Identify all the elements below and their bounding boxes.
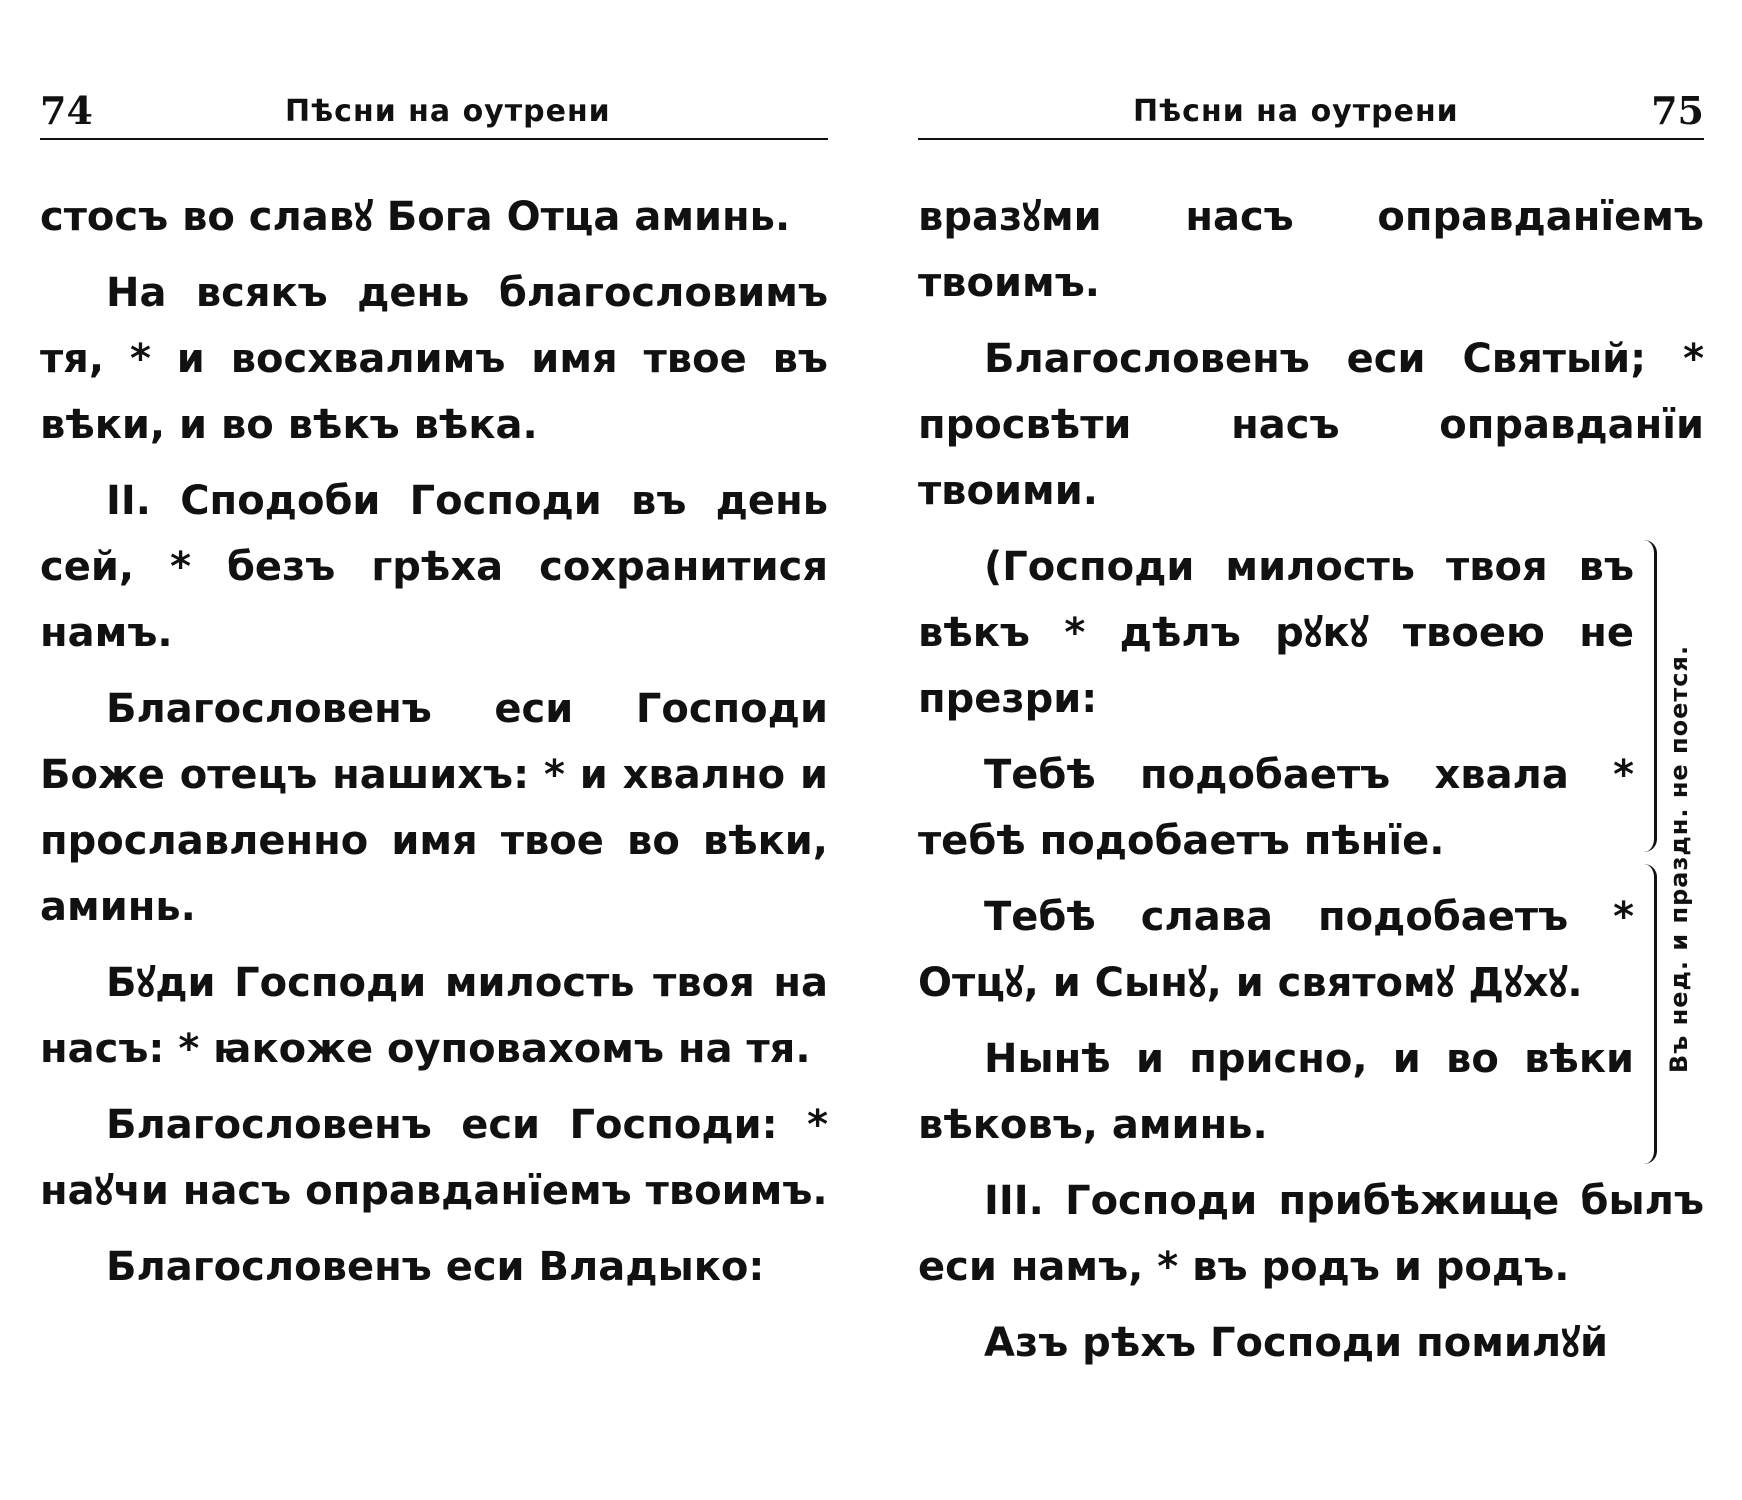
paragraph: III. Господи прибѣжище былъ еси намъ, * въ родъ и родъ. — [918, 1178, 1704, 1290]
page-header — [40, 88, 828, 140]
paragraph: Азъ рѣхъ Господи помилꙋй — [984, 1320, 1609, 1366]
page-body — [918, 184, 1704, 1376]
paragraph: Благословенъ еси Святый; * просвѣти насъ оправданїи твоими. — [918, 336, 1704, 514]
paragraph: На всякъ день благословимъ тя, * и восхвалимъ имя твое въ вѣки, и во вѣкъ вѣка. — [40, 270, 828, 448]
paragraph: Бꙋди Господи милость твоя на насъ: * ꙗкоже оуповахомъ на тя. — [40, 960, 828, 1072]
running-head: Пѣсни на оутрени — [285, 94, 611, 129]
margin-note-text: Въ нед. и праздн. не поется. — [1665, 644, 1694, 1074]
left-page — [40, 88, 828, 1310]
page-number: 75 — [1651, 88, 1704, 133]
page-number: 74 — [40, 88, 93, 133]
bracketed-section — [918, 534, 1694, 1158]
paragraph: Благословенъ еси Господи Боже отецъ нашихъ: * и хвално и прославленно имя твое во вѣки, аминь. — [40, 686, 828, 930]
paragraph: II. Сподоби Господи въ день сей, * безъ грѣха сохранитися намъ. — [40, 478, 828, 656]
running-head: Пѣсни на оутрени — [1133, 94, 1459, 129]
margin-note — [1654, 554, 1704, 1164]
bracketed-paragraph: Тебѣ подобаетъ хвала * тебѣ подобаетъ пѣнїе. — [918, 752, 1634, 864]
paragraph: вразꙋми насъ оправданїемъ твоимъ. — [918, 194, 1704, 306]
page-header — [918, 88, 1704, 140]
paragraph: Благословенъ еси Господи: * наꙋчи насъ оправданїемъ твоимъ. — [40, 1102, 828, 1214]
page-body — [40, 184, 828, 1300]
bracketed-paragraph: Тебѣ слава подобаетъ * Отцꙋ, и Сынꙋ, и святомꙋ Дꙋхꙋ. — [918, 894, 1634, 1006]
bracketed-paragraph: Нынѣ и присно, и во вѣки вѣковъ, аминь. — [918, 1036, 1634, 1148]
paragraph: Благословенъ еси Владыко: — [106, 1244, 765, 1290]
paragraph: стосъ во славꙋ Бога Отца аминь. — [40, 194, 791, 240]
right-page — [918, 88, 1704, 1386]
bracketed-paragraph: (Господи милость твоя въ вѣкъ * дѣлъ рꙋкꙋ твоею не презри: — [918, 544, 1634, 722]
